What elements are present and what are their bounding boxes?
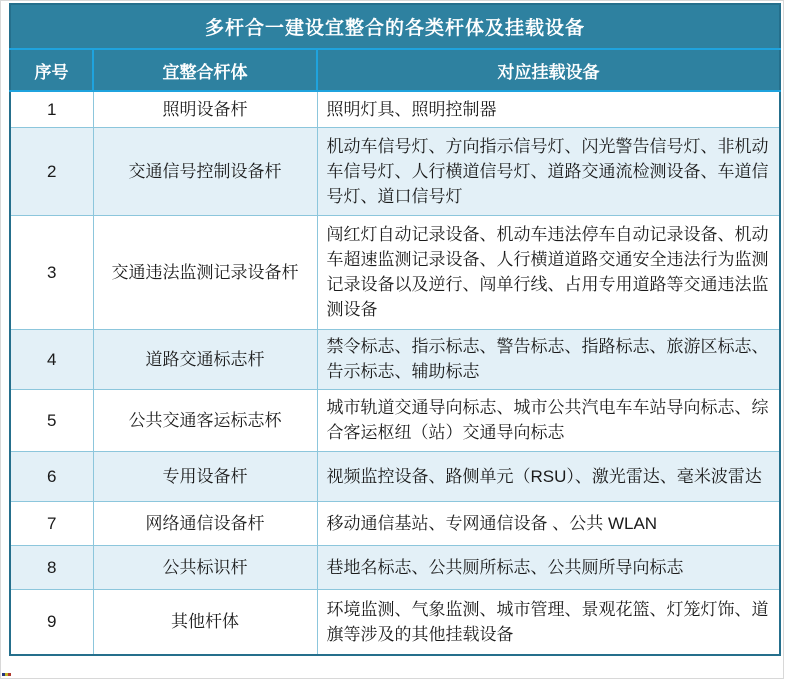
pole-integration-table — [9, 3, 781, 656]
pole-type-cell: 交通信号控制设备杆 — [93, 127, 317, 215]
devices-cell: 巷地名标志、公共厕所标志、公共厕所导向标志 — [317, 545, 780, 589]
table-row — [10, 501, 780, 545]
table-title-row — [10, 4, 780, 49]
pole-type-cell: 专用设备杆 — [93, 451, 317, 501]
row-number-cell: 7 — [10, 501, 93, 545]
devices-cell: 城市轨道交通导向标志、城市公共汽电车车站导向标志、综合客运枢纽（站）交通导向标志 — [317, 389, 780, 451]
column-header-mounted-devices: 对应挂载设备 — [317, 49, 780, 91]
pole-type-cell: 公共标识杆 — [93, 545, 317, 589]
devices-cell: 闯红灯自动记录设备、机动车违法停车自动记录设备、机动车超速监测记录设备、人行横道道路交通安全违法行为监测记录设备以及逆行、闯单行线、占用专用道路等交通违法监测设备 — [317, 215, 780, 329]
pole-type-cell: 公共交通客运标志杯 — [93, 389, 317, 451]
table-row — [10, 389, 780, 451]
pole-type-cell: 网络通信设备杆 — [93, 501, 317, 545]
pole-type-cell: 其他杆体 — [93, 589, 317, 655]
table-row — [10, 127, 780, 215]
row-number-cell: 8 — [10, 545, 93, 589]
table-header-row — [10, 49, 780, 91]
devices-cell: 机动车信号灯、方向指示信号灯、闪光警告信号灯、非机动车信号灯、人行横道信号灯、道路交通流检测设备、车道信号灯、道口信号灯 — [317, 127, 780, 215]
table-row — [10, 215, 780, 329]
row-number-cell: 1 — [10, 91, 93, 127]
column-header-index: 序号 — [10, 49, 93, 91]
pole-type-cell: 道路交通标志杆 — [93, 329, 317, 389]
devices-cell: 禁令标志、指示标志、警告标志、指路标志、旅游区标志、告示标志、辅助标志 — [317, 329, 780, 389]
row-number-cell: 5 — [10, 389, 93, 451]
pole-type-cell: 照明设备杆 — [93, 91, 317, 127]
row-number-cell: 9 — [10, 589, 93, 655]
table-row — [10, 91, 780, 127]
devices-cell: 移动通信基站、专网通信设备 、公共 WLAN — [317, 501, 780, 545]
row-number-cell: 4 — [10, 329, 93, 389]
table-row — [10, 451, 780, 501]
table-row — [10, 329, 780, 389]
devices-cell: 视频监控设备、路侧单元（RSU）、激光雷达、毫米波雷达 — [317, 451, 780, 501]
devices-cell: 环境监测、气象监测、城市管理、景观花篮、灯笼灯饰、道旗等涉及的其他挂载设备 — [317, 589, 780, 655]
row-number-cell: 2 — [10, 127, 93, 215]
corner-artifact — [2, 673, 11, 676]
table-row — [10, 589, 780, 655]
row-number-cell: 6 — [10, 451, 93, 501]
table-row — [10, 545, 780, 589]
column-header-pole-type: 宜整合杆体 — [93, 49, 317, 91]
row-number-cell: 3 — [10, 215, 93, 329]
table-title: 多杆合一建设宜整合的各类杆体及挂载设备 — [10, 4, 780, 49]
devices-cell: 照明灯具、照明控制器 — [317, 91, 780, 127]
pole-type-cell: 交通违法监测记录设备杆 — [93, 215, 317, 329]
